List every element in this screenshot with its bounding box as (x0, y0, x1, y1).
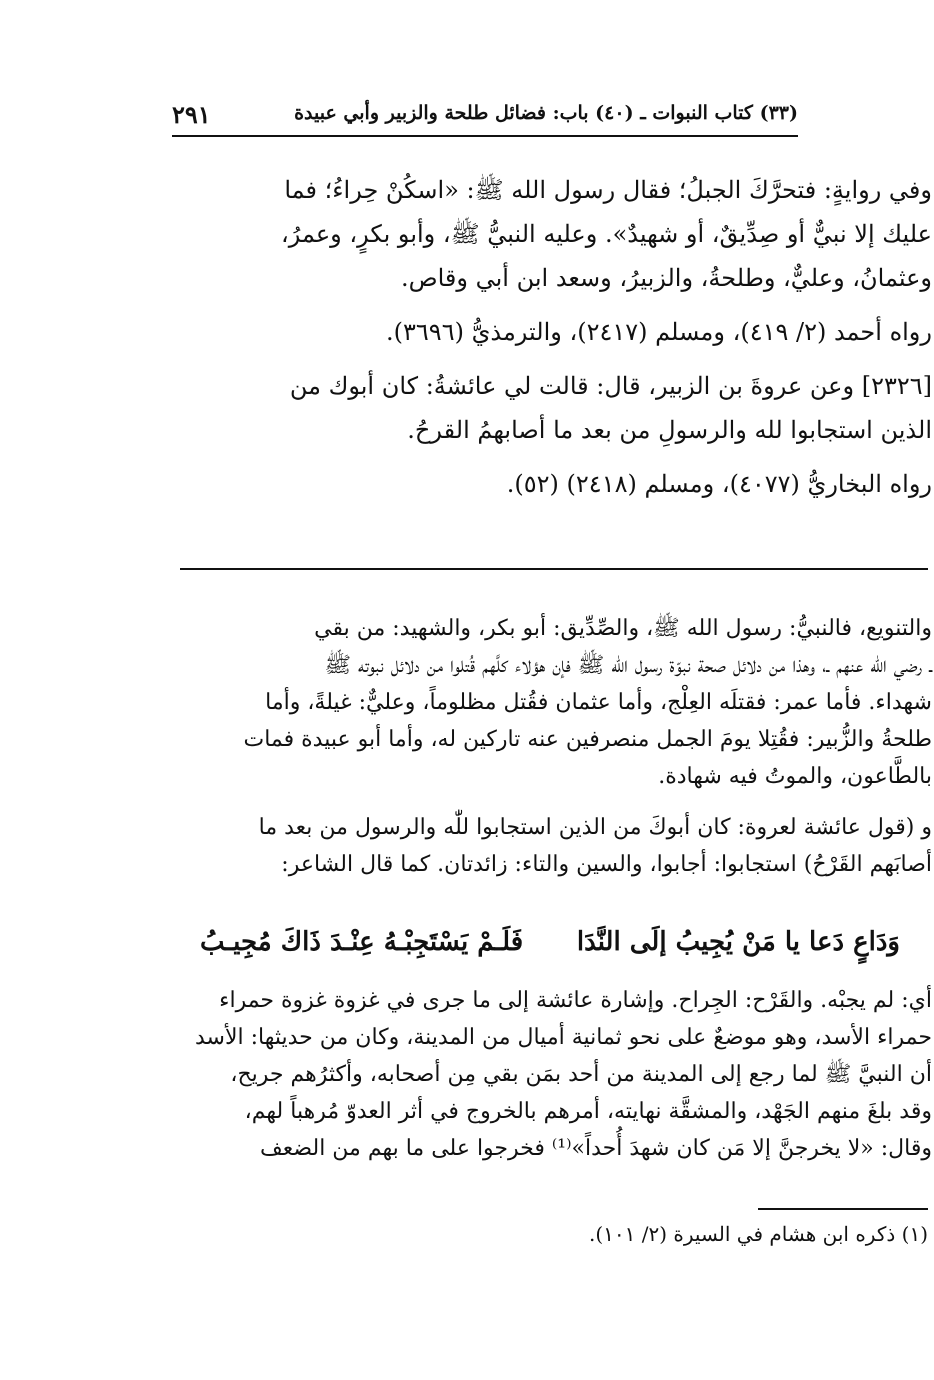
commentary-line: حمراء الأسد، وهو موضعٌ على نحو ثمانية أميال من المدينة، وكان من حديثها: الأسد (194, 1025, 932, 1050)
text-line: وعثمانُ، وعليٌّ، وطلحةُ، والزبيرُ، وسعد ابن أبي وقاص. (400, 264, 932, 292)
text-line: الذين استجابوا لله والرسولِ من بعد ما أصابهمُ القرحُ. (407, 416, 932, 444)
commentary-line: و (قول عائشة لعروة: كان أبوكَ من الذين استجابوا للّٰه والرسول من بعد ما (258, 815, 932, 840)
footnote-rule (758, 1208, 928, 1210)
text-line: [٢٣٢٦] وعن عروةَ بن الزبير، قال: قالت لي عائشةُ: كان أبوك من (289, 372, 932, 400)
commentary-block-a (172, 610, 932, 883)
page-number: ٢٩١ (172, 100, 211, 129)
commentary-line: بالطَّاعون، والموتُ فيه شهادة. (658, 764, 932, 789)
commentary-line: وقد بلغَ منهم الجَهْد، والمشقَّة نهايته، أمرهم بالخروج في أثر العدوّ مُرهباً لهم، (244, 1099, 932, 1124)
page-header (172, 100, 798, 132)
footnote: (١) ذكره ابن هشام في السيرة (٢/ ١٠١). (588, 1222, 928, 1246)
commentary-line: طلحةُ والزُّبير: فقُتِلا يومَ الجمل منصرفين عنه تاركين له، وأما أبو عبيدة فمات (243, 727, 932, 752)
commentary-line: ـ رضي الله عنهم ـ، وهذا من دلائل صحة نبوّة رسول الله ﷺ فإن هؤلاء كلَّهم قُتلوا من دلائل نبوته ﷺ (324, 653, 932, 678)
citation-line: رواه البخاريُّ (٤٠٧٧)، ومسلم (٢٤١٨) (٥٢). (506, 470, 932, 498)
commentary-line: وقال: «لا يخرجنَّ إلا مَن كان شهدَ أُحداً»⁽¹⁾ فخرجوا على ما بهم من الضعف (260, 1136, 932, 1161)
section-divider (180, 568, 928, 570)
text-line: عليك إلا نبيٌّ أو صِدِّيقٌ، أو شهيدٌ». وعليه النبيُّ ﷺ، وأبو بكرٍ، وعمرُ، (280, 220, 932, 248)
commentary-line: والتنويع، فالنبيُّ: رسول الله ﷺ، والصِّدِّيق: أبو بكر، والشهيد: من بقي (314, 616, 932, 641)
commentary-block-c (172, 982, 932, 1167)
commentary-line: أصابَهم القَرْحُ) استجابوا: أجابوا، والسين والتاء: زائدتان. كما قال الشاعر: (281, 852, 932, 877)
text-line: وفي روايةٍ: فتحرَّكَ الجبلُ؛ فقال رسول الله ﷺ: «اسكُنْ حِراءُ؛ فما (284, 176, 932, 204)
hadith-text (172, 168, 932, 506)
verse-hemistich-1: وَدَاعٍ دَعا يا مَنْ يُجِيبُ إلَى النَّدَا (576, 927, 900, 957)
commentary-line: أي: لم يجبْه. والقَرْح: الجِراح. وإشارة عائشة إلى ما جرى في غزوة غزوة حمراء (219, 988, 932, 1013)
commentary-line: أن النبيَّ ﷺ لما رجع إلى المدينة من أحد بمَن بقي مِن أصحابه، وأكثرُهم جريح، (230, 1062, 932, 1087)
running-header-title: (٣٣) كتاب النبوات ـ (٤٠) باب: فضائل طلحة والزبير وأبي عبيدة (294, 102, 798, 124)
header-rule (172, 135, 798, 137)
verse-hemistich-2: فَلَـمْ يَسْتَجِبْـهُ عِنْـدَ ذَاكَ مُجِيـبُ (200, 927, 524, 957)
citation-line: رواه أحمد (٢/ ٤١٩)، ومسلم (٢٤١٧)، والترمذيُّ (٣٦٩٦). (386, 318, 932, 346)
commentary-line: شهداء. فأما عمر: فقتلَه العِلْج، وأما عثمان فقُتل مظلوماً، وعليٌّ: غيلةً، وأما (265, 690, 932, 715)
poetry-verse (200, 922, 900, 962)
